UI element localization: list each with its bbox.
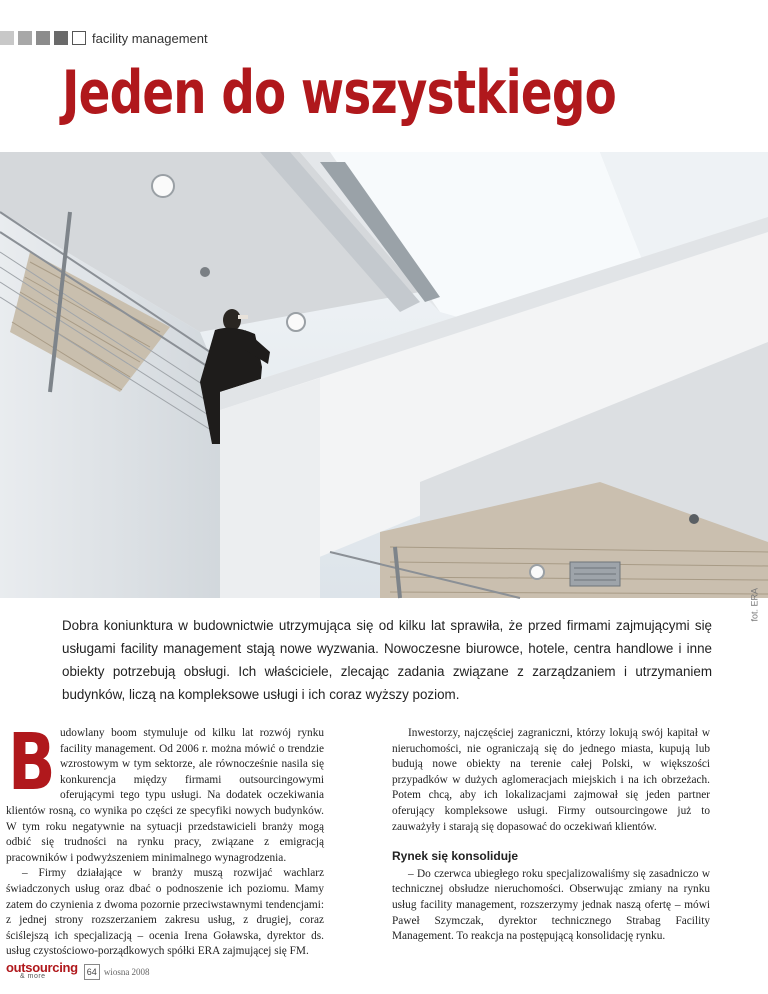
page-footer [6,962,150,981]
decor-square-outline [72,31,86,45]
section-header [0,30,208,46]
decor-square [0,31,14,45]
page-number: 64 [84,964,100,980]
decor-square [18,31,32,45]
decor-square [54,31,68,45]
article-lead: Dobra koniunktura w budownictwie utrzymująca się od kilku lat sprawiła, że przed firmami zajmującymi się usługami facility management stają nowe wyzwania. Nowoczesne biurowce, hotele, centra handlowe i inne obiekty potrzebują obsługi. Ich właściciele, zlecając zadania związane z zarządzaniem i utrzymaniem budynków, liczą na kompleksowe usługi i ich coraz wyższy poziom. [62,618,712,702]
article-column-left [6,718,324,960]
photo-credit: fot. ERA [750,588,760,622]
article-photo [0,152,768,622]
article-subheading: Rynek się konsoliduje [392,849,519,864]
article-paragraph: Inwestorzy, najczęściej zagraniczni, którzy lokują swój kapitał w nieruchomości, nie ograniczają się do jednego miasta, kupują lub budują nowe obiekty na terenie całej Polski, w większości przypadków w dużych aglomeracjach miejskich i na ich obrzeżach. Potem chcą, aby ich lokalizacjami zajmował się jeden partner oferujący kompleksowe usługi. Firmy outsourcingowe już to zauważyły i starają się dopasować do oczekiwań klientów. [392,727,710,833]
article-paragraph: udowlany boom stymuluje od kilku lat rozwój rynku facility management. Od 2006 r. można mówić o trendzie wzrostowym w tym sektorze, ale równocześnie nasila się konkurencja między firmami outsourcingowymi oferującymi tego typu usługi. Na dodatek oczekiwania klientów rosną, co wynika po części ze specyfiki nowych budynków. W tym roku negatywnie na sytuacji przedstawicieli branży mogą odbić się trudności na rynku pracy, związane z emigracją pracowników i podwyższeniem minimalnego wynagrodzenia. [6,727,324,864]
magazine-logo [6,962,78,981]
decor-square [36,31,50,45]
article-headline: Jeden do wszystkiego [62,58,616,128]
article-paragraph: – Do czerwca ubiegłego roku specjalizowaliśmy się zasadniczo w technicznej obsłudze nieruchomości. Obserwując zmiany na rynku usług facility management, rozszerzymy jednak naszą ofertę – mówi Paweł Szymczak, dyrektor technicznego Strabag Facility Management. To reakcja na postępującą konsolidację rynku. [392,867,710,943]
atrium-illustration [0,152,768,598]
magazine-logo-sub: & more [20,973,46,980]
magazine-logo-text: outsourcing [6,960,78,975]
drop-cap: B [8,718,56,808]
issue-label: wiosna 2008 [103,966,150,977]
section-label: facility management [92,30,208,46]
article-column-right [392,726,710,945]
article-paragraph: – Firmy działające w branży muszą rozwijać wachlarz świadczonych usług oraz dbać o podnoszenie ich poziomu. Mamy zatem do czynienia z dwoma pozornie przeciwstawnymi tendencjami: z jednej strony rozszerzaniem zakresu usług, z drugiej, coraz ściślejszą ich specjalizacją – ocenia Irena Goławska, dyrektor ds. usług czystościowo-porządkowych spółki ERA zajmującej się FM. [6,867,324,958]
